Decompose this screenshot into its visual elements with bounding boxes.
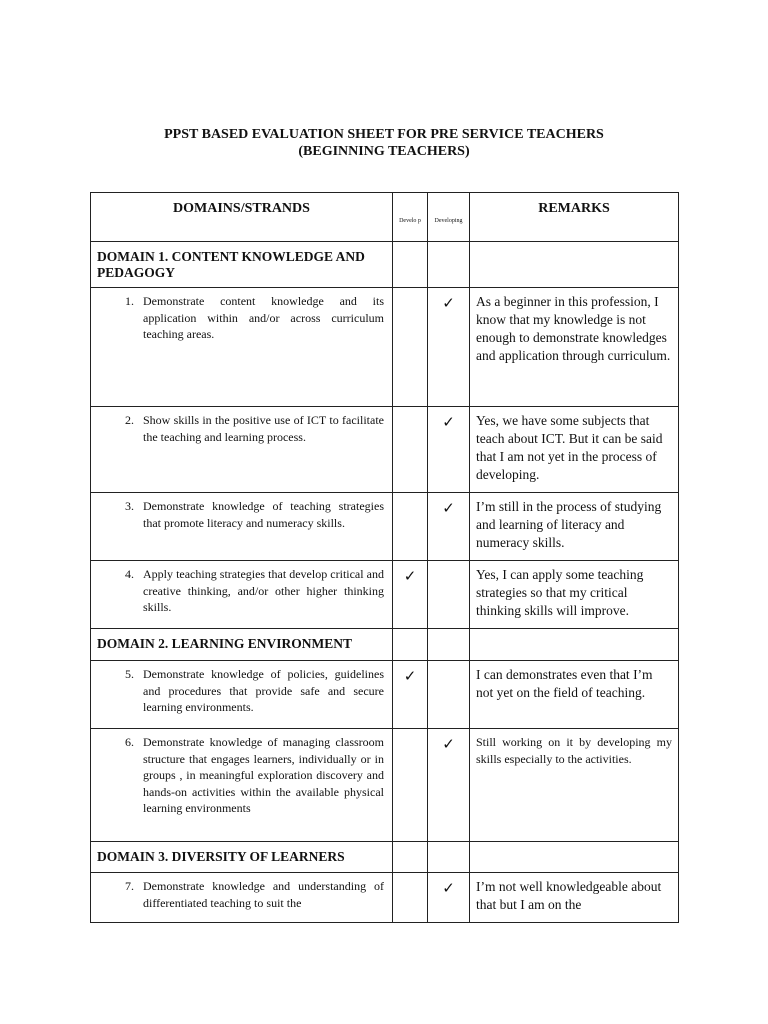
strand-number: 2. [125, 413, 134, 427]
developing-check: ✓ [428, 493, 470, 561]
strand-remark: Still working on it by developing my skills especially to the activities. [470, 729, 679, 842]
strand-row [91, 729, 679, 842]
strand-row [91, 661, 679, 729]
title-line-2: (BEGINNING TEACHERS) [298, 144, 470, 159]
header-remarks: REMARKS [470, 193, 679, 242]
strand-number: 7. [125, 879, 134, 893]
strand-row [91, 873, 679, 923]
strand-number: 3. [125, 499, 134, 513]
domain-row [91, 842, 679, 873]
developing-check: ✓ [428, 873, 470, 923]
domain-row [91, 242, 679, 288]
strand-text: Demonstrate knowledge of managing classroom structure that engages learners, individually or in groups , in meaningful exploration discovery and hands-on activities within the available physical learning environments [143, 735, 384, 815]
document-title [0, 126, 768, 160]
strand-row [91, 561, 679, 629]
strand-number: 1. [125, 294, 134, 308]
strand-remark: Yes, we have some subjects that teach about ICT. But it can be said that I am not yet in the process of developing. [470, 407, 679, 493]
strand-remark: As a beginner in this profession, I know that my knowledge is not enough to demonstrate knowledges and application through curriculum. [470, 288, 679, 407]
title-line-1: PPST BASED EVALUATION SHEET FOR PRE SERVICE TEACHERS [164, 127, 604, 142]
strand-remark: I’m still in the process of studying and learning of literacy and numeracy skills. [470, 493, 679, 561]
strand-text: Apply teaching strategies that develop critical and creative thinking, and/or other higher thinking skills. [143, 567, 384, 614]
strand-remark: I’m not well knowledgeable about that but I am on the [470, 873, 679, 923]
strand-number: 4. [125, 567, 134, 581]
strand-row [91, 407, 679, 493]
strand-text: Demonstrate knowledge of policies, guidelines and procedures that provide safe and secure learning environments. [143, 667, 384, 714]
develop-check: ✓ [393, 561, 428, 629]
develop-check: ✓ [393, 661, 428, 729]
strand-text: Demonstrate content knowledge and its application within and/or across curriculum teaching areas. [143, 294, 384, 341]
strand-remark: Yes, I can apply some teaching strategies so that my critical thinking skills will improve. [470, 561, 679, 629]
strand-text: Show skills in the positive use of ICT to facilitate the teaching and learning process. [143, 413, 384, 444]
header-developing: Developing [428, 193, 470, 242]
strand-text: Demonstrate knowledge of teaching strategies that promote literacy and numeracy skills. [143, 499, 384, 530]
header-row [91, 193, 679, 242]
developing-check: ✓ [428, 407, 470, 493]
develop-check [393, 493, 428, 561]
strand-row [91, 288, 679, 407]
strand-remark: I can demonstrates even that I’m not yet on the field of teaching. [470, 661, 679, 729]
developing-check [428, 661, 470, 729]
develop-check [393, 729, 428, 842]
evaluation-table [90, 192, 679, 923]
header-domains: DOMAINS/STRANDS [91, 193, 393, 242]
strand-text: Demonstrate knowledge and understanding of differentiated teaching to suit the [143, 879, 384, 910]
developing-check: ✓ [428, 729, 470, 842]
strand-row [91, 493, 679, 561]
domain-2-label: DOMAIN 2. LEARNING ENVIRONMENT [91, 629, 393, 661]
develop-check [393, 407, 428, 493]
domain-row [91, 629, 679, 661]
strand-number: 6. [125, 735, 134, 749]
developing-check: ✓ [428, 288, 470, 407]
developing-check [428, 561, 470, 629]
develop-check [393, 288, 428, 407]
domain-3-label: DOMAIN 3. DIVERSITY OF LEARNERS [91, 842, 393, 873]
strand-number: 5. [125, 667, 134, 681]
develop-check [393, 873, 428, 923]
header-develop: Develo p [393, 193, 428, 242]
domain-1-label: DOMAIN 1. CONTENT KNOWLEDGE AND PEDAGOGY [91, 242, 393, 288]
